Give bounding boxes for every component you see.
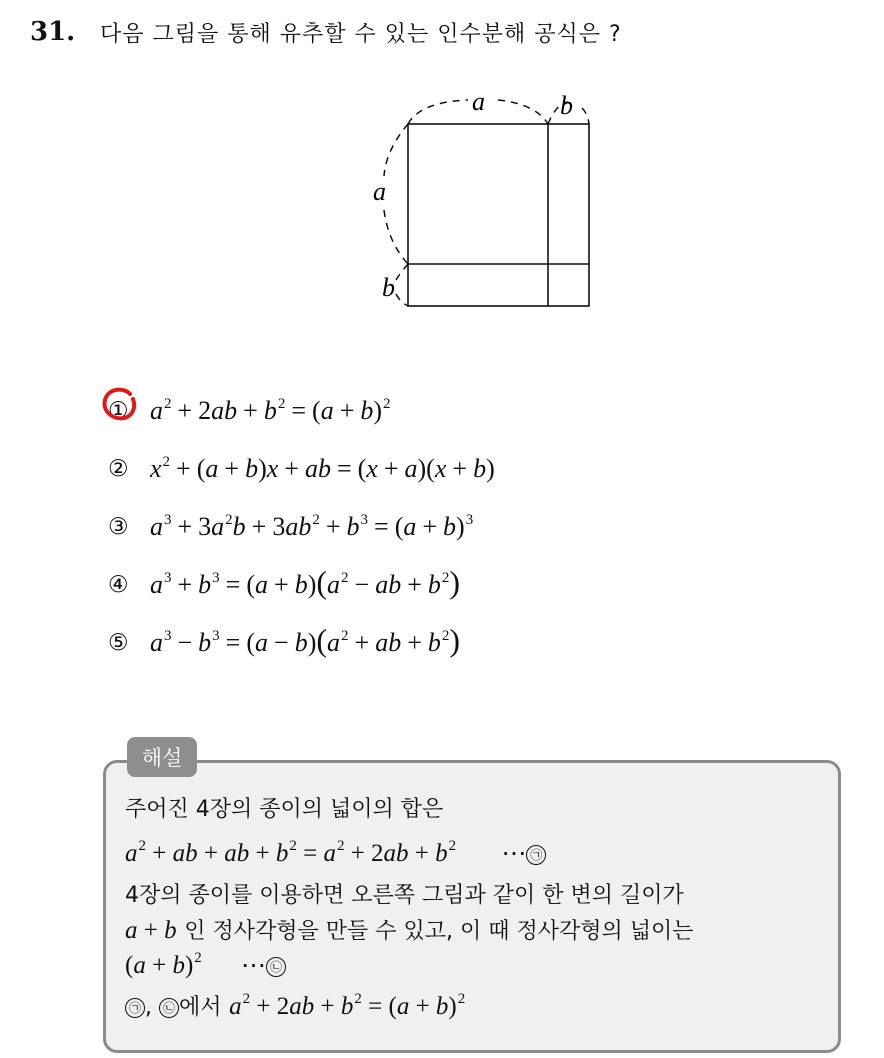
choice-number: ④	[108, 572, 129, 598]
marker-nieun: ㉡	[159, 998, 179, 1018]
choice-number: ②	[108, 456, 129, 482]
question-header	[30, 12, 622, 52]
choice-formula: $a^2 + 2ab + b^2 = (a + b)^2$	[150, 396, 391, 425]
choice-number: ①	[108, 398, 129, 424]
solution-line-5: $(a + b)^2$ ⋯ ㉡	[125, 950, 286, 980]
marker-giyeok: ㉠	[125, 998, 145, 1018]
marker-giyeok: ㉠	[526, 845, 546, 865]
label-left-b: b	[382, 273, 395, 302]
solution-text: 주어진 4장의 종이의 넓이의 합은	[125, 797, 444, 822]
solution-line-1	[125, 792, 443, 823]
solution-line-4: a + b 인 정사각형을 만들 수 있고, 이 때 정사각형의 넓이는	[125, 917, 694, 944]
label-left-a: a	[373, 177, 386, 206]
solution-text: 4장의 종이를 이용하면 오른쪽 그림과 같이 한 변의 길이가	[125, 883, 684, 908]
choice-number: ③	[108, 514, 129, 540]
question-text: 다음 그림을 통해 유추할 수 있는 인수분해 공식은 ?	[100, 21, 622, 47]
choice-formula: $a^3 - b^3 = (a - b)(a^2$ + ab + $b^2$)	[150, 622, 461, 658]
choice-formula: $a^3 + 3a^2b + 3ab^2 + b^3 = (a + b)^3$	[150, 512, 474, 541]
square-figure	[360, 80, 610, 320]
choice-1[interactable]	[108, 388, 391, 434]
solution-text: 인 정사각형을 만들 수 있고, 이 때 정사각형의 넓이는	[184, 919, 694, 944]
choice-formula: $a^3 + b^3 = (a + b)(a^2$ − ab + $b^2$)	[150, 564, 461, 600]
selected-circle-mark	[100, 385, 138, 423]
outer-square	[408, 124, 589, 306]
label-top-b: b	[560, 91, 573, 120]
choice-2[interactable]	[108, 446, 495, 492]
choice-number: ⑤	[108, 630, 129, 656]
choice-formula: $x^2 + (a + b)x$ + ab = (x + a)(x + b)	[150, 454, 495, 483]
question-number: 31.	[30, 17, 76, 47]
choice-4[interactable]	[108, 562, 460, 608]
choice-3[interactable]	[108, 504, 473, 550]
solution-line-6: ㉠ , ㉡ 에서 $a^2 + 2ab + b^2 = (a + b)^2$	[125, 990, 465, 1021]
label-top-a: a	[472, 87, 485, 116]
solution-text: 에서	[179, 995, 222, 1020]
solution-line-2: $a^2$ + ab + ab + $b^2 = a^2 + 2ab + b^2$ ⋯ ㉠	[125, 838, 546, 868]
dots: ⋯	[501, 840, 527, 867]
dimension-arcs	[384, 100, 589, 306]
solution-tag: 해설	[127, 737, 197, 777]
dots: ⋯	[241, 952, 267, 979]
solution-line-3	[125, 878, 684, 909]
marker-nieun: ㉡	[266, 957, 286, 977]
choice-5[interactable]	[108, 620, 460, 666]
